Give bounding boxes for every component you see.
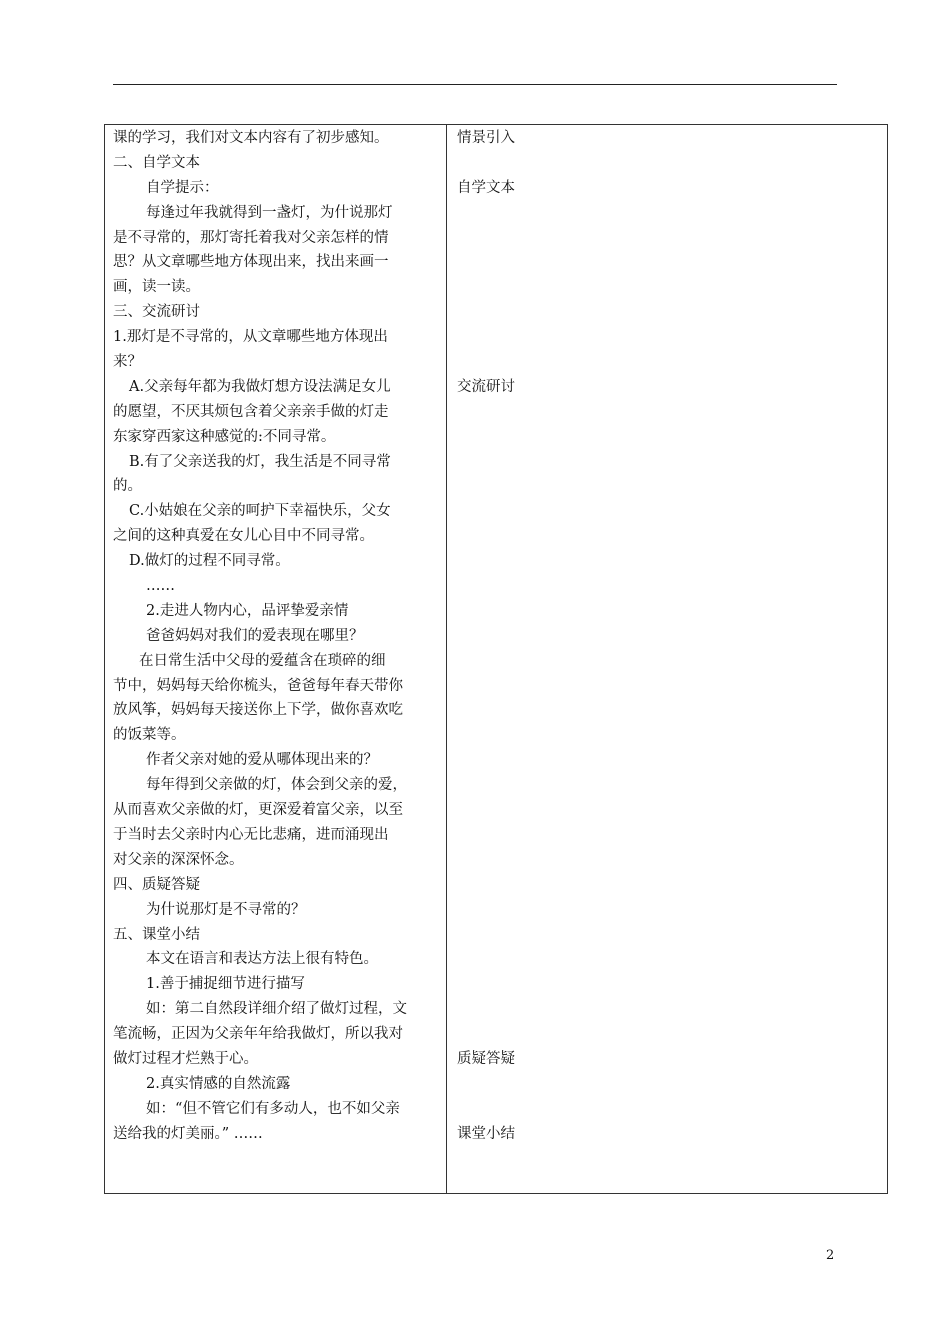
content-line: 为什说那灯是不寻常的？ [146, 901, 306, 918]
section-label: 自学文本 [457, 179, 515, 196]
content-line: D.做灯的过程不同寻常。 [129, 553, 290, 570]
section-label: 交流研讨 [457, 379, 515, 395]
content-line: 的。 [113, 478, 142, 495]
content-line: 三、交流研讨 [113, 304, 200, 321]
content-line: …… [146, 578, 175, 595]
section-label: 情景引入 [457, 130, 515, 146]
content-line: 在日常生活中父母的爱蕴含在琐碎的细 [139, 652, 386, 669]
content-line: 从而喜欢父亲做的灯，更深爱着富父亲，以至 [113, 802, 403, 819]
section-label: 课堂小结 [457, 1126, 515, 1142]
content-line: 自学提示： [146, 179, 219, 196]
content-line: 二、自学文本 [113, 154, 200, 171]
content-line: 笔流畅，正因为父亲年年给我做灯，所以我对 [113, 1026, 403, 1043]
content-line: 四、质疑答疑 [113, 876, 200, 893]
content-line: 思？从文章哪些地方体现出来，找出来画一 [113, 254, 389, 271]
content-line: 2.走进人物内心，品评挚爱亲情 [146, 602, 349, 619]
content-line: 送给我的灯美丽。” …… [113, 1125, 263, 1142]
content-line: 如：第二自然段详细介绍了做灯过程，文 [146, 1001, 407, 1018]
table-column-divider [446, 124, 447, 1194]
page-number: 2 [826, 1248, 835, 1263]
content-line: 放风筝，妈妈每天接送你上下学，做你喜欢吃 [113, 702, 403, 719]
content-line: C.小姑娘在父亲的呵护下幸福快乐，父女 [129, 503, 391, 520]
content-line: 是不寻常的，那灯寄托着我对父亲怎样的情 [113, 229, 389, 246]
section-label: 质疑答疑 [457, 1051, 515, 1068]
content-line: 爸爸妈妈对我们的爱表现在哪里？ [146, 627, 364, 644]
content-line: 课的学习，我们对文本内容有了初步感知。 [113, 130, 389, 146]
content-line: 如：“但不管它们有多动人，也不如父亲 [146, 1100, 400, 1117]
content-line: 来？ [113, 354, 142, 371]
content-line: A.父亲每年都为我做灯想方设法满足女儿 [129, 378, 391, 395]
content-line: 1.善于捕捉细节进行描写 [146, 976, 305, 993]
lesson-content-column [113, 126, 441, 1147]
content-line: 五、课堂小结 [113, 926, 200, 943]
content-line: 之间的这种真爱在女儿心目中不同寻常。 [113, 528, 374, 545]
content-line: 的愿望，不厌其烦包含着父亲亲手做的灯走 [113, 403, 389, 420]
content-line: 2.真实情感的自然流露 [146, 1075, 291, 1092]
content-line: 于当时去父亲时内心无比悲痛，进而涌现出 [113, 826, 389, 843]
header-rule [113, 84, 837, 85]
content-line: 画，读一读。 [113, 279, 200, 296]
content-line: 本文在语言和表达方法上很有特色。 [146, 951, 378, 968]
content-line: 每年得到父亲做的灯，体会到父亲的爱， [146, 777, 407, 794]
content-line: B.有了父亲送我的灯，我生活是不同寻常 [129, 453, 391, 470]
content-line: 1.那灯是不寻常的，从文章哪些地方体现出 [113, 329, 388, 346]
content-line: 做灯过程才烂熟于心。 [113, 1050, 258, 1067]
content-line: 东家穿西家这种感觉的:不同寻常。 [113, 428, 336, 445]
content-line: 作者父亲对她的爱从哪体现出来的？ [146, 752, 378, 769]
content-line: 每逢过年我就得到一盏灯，为什说那灯 [146, 204, 393, 221]
content-line: 的饭菜等。 [113, 727, 186, 744]
content-line: 节中，妈妈每天给你梳头，爸爸每年春天带你 [113, 677, 403, 694]
content-line: 对父亲的深深怀念。 [113, 851, 244, 868]
